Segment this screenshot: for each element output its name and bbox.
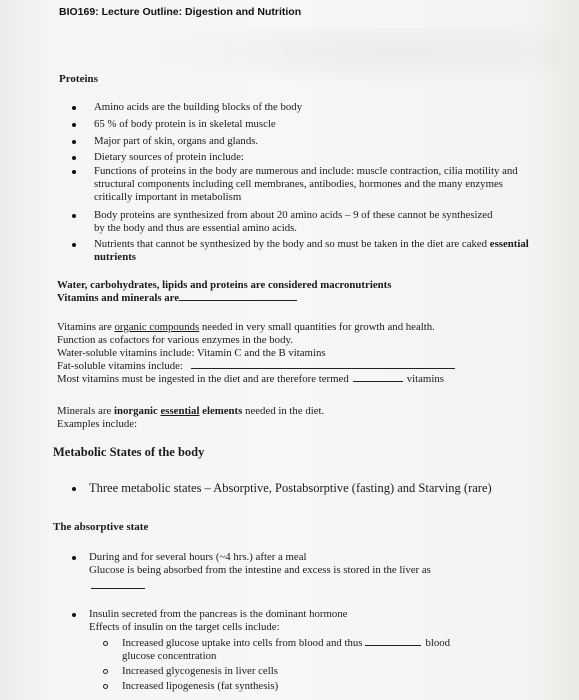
absorptive-timing: During and for several hours (~4 hrs.) after a meal [89,551,307,563]
sub-item-lipogenesis: Increased lipogenesis (fat synthesis) [122,680,279,692]
glucose-concentration: glucose concentration [122,650,217,662]
bullet-dot [72,156,76,160]
vitamins-ingested-text: Most vitamins must be ingested in the diet and are therefore termed [57,373,349,385]
page-header [59,6,301,18]
essential-term: essential [160,405,200,417]
minerals-definition [57,405,537,418]
vitamins-cofactors: Function as cofactors for various enzymes in the body. [57,334,293,346]
absorptive-item-1 [89,551,539,593]
sub-item-glucose-uptake [122,637,502,663]
bullet-dot [72,556,76,560]
answer-blank [179,300,297,301]
bullet-dot [72,613,76,617]
vitamins-ingested [57,373,537,386]
fat-soluble-vitamins [57,360,537,373]
course-code: BIO169: [59,6,99,18]
answer-blank [91,588,145,589]
micronutrients-line [57,292,527,305]
list-item: Body proteins are synthesized from about 20 amino acids – 9 of these cannot be synthesized by the body and thus are essential amino acids. [94,209,493,234]
proteins-heading: Proteins [59,73,98,85]
metabolic-heading: Metabolic States of the body [53,445,205,459]
list-item-text: Nutrients that cannot be synthesized by the body and so must be taken in the diet are caked [94,238,488,250]
list-item [94,238,534,264]
glucose-storage: Glucose is being absorbed from the intestine and excess is stored in the liver as [89,564,431,576]
sub-bullet-circle [103,641,108,646]
bullet-dot [72,123,76,127]
bullet-dot [72,170,76,174]
insulin-dominant: Insulin secreted from the pancreas is the dominant hormone [89,608,348,620]
absorptive-heading: The absorptive state [53,521,149,533]
metabolic-states-item: Three metabolic states – Absorptive, Postabsorptive (fasting) and Starving (rare) [89,481,492,495]
minerals-def-pre: Minerals are [57,405,114,417]
vitamins-suffix: vitamins [406,373,444,385]
insulin-effects: Effects of insulin on the target cells include: [89,621,280,633]
absorptive-item-2 [89,608,539,634]
sub-bullet-circle [103,669,108,674]
minerals-examples: Examples include: [57,418,138,430]
vitamins-def-post: needed in very small quantities for growth and health. [199,321,435,333]
list-item: 65 % of body protein is in skeletal muscle [94,118,276,130]
vitamins-definition [57,321,537,334]
minerals-section [57,405,537,431]
minerals-def-post: needed in the diet. [242,405,325,417]
bullet-dot [72,140,76,144]
header-title: Lecture Outline: Digestion and Nutrition [101,6,302,18]
list-item: Amino acids are the building blocks of the body [94,101,303,113]
bullet-dot [72,243,76,247]
micronutrients-text: Vitamins and minerals are [57,292,180,304]
essential-nutrients-term: essential nutrients [94,238,529,263]
bullet-dot [72,487,76,491]
bullet-dot [72,214,76,218]
bleed-through-shadow [120,28,560,88]
list-item: Functions of proteins in the body are numerous and include: muscle contraction, cilia motility and structural components including cell membranes, antibodies, hormones and the many enzymes critically important in metabolism [94,165,518,203]
bullet-dot [72,106,76,110]
vitamins-section [57,321,537,386]
answer-blank [353,381,403,382]
sub-bullet-circle [103,684,108,689]
sub-item-glycogenesis: Increased glycogenesis in liver cells [122,665,278,677]
water-soluble-vitamins: Water-soluble vitamins include: Vitamin C and the B vitamins [57,347,326,359]
answer-blank [365,645,421,646]
vitamins-def-pre: Vitamins are [57,321,115,333]
list-item: Dietary sources of protein include: [94,151,244,163]
elements-term: elements [202,405,243,417]
answer-blank [191,368,455,369]
list-item: Major part of skin, organs and glands. [94,135,259,147]
inorganic-term: inorganic [113,405,158,417]
macronutrients-line: Water, carbohydrates, lipids and proteins are considered macronutrients [57,279,392,291]
blood-word: blood [425,637,451,649]
organic-compounds-term: organic compounds [114,321,200,333]
fat-soluble-text: Fat-soluble vitamins include: [57,360,183,372]
glucose-uptake-text: Increased glucose uptake into cells from blood and thus [122,637,363,649]
